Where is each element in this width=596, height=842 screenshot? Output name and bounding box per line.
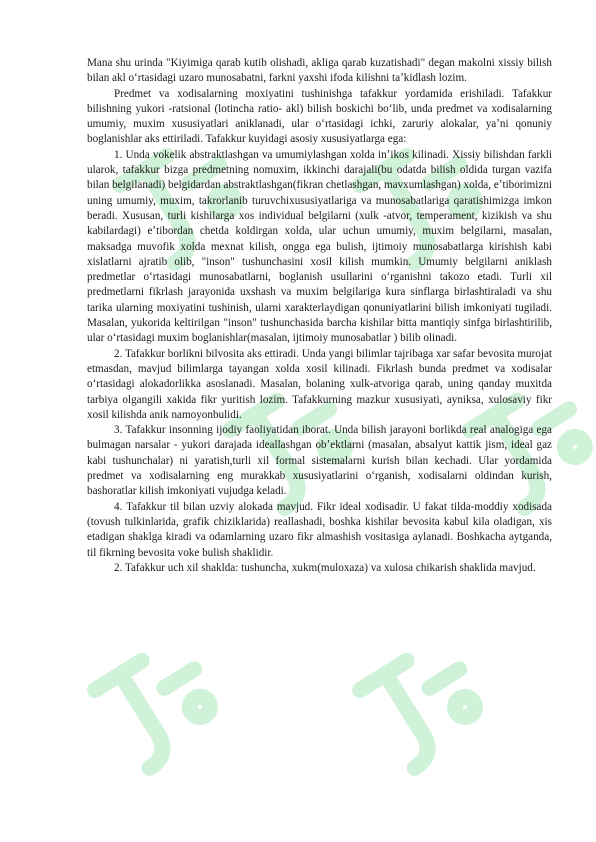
- paragraph: Mana shu urinda "Kiyimiga qarab kutib olishadi, akliga qarab kuzatishadi" degan makolni xissiy bilish bilan akl oʻrtasidagi uzaro munosabatni, farkni yaxshi ifoda kilishni taʼkidlash lozim.: [87, 57, 552, 85]
- paragraph: 2. Tafakkur borlikni bilvosita aks ettiradi. Unda yangi bilimlar tajribaga xar safar bevosita murojat etmasdan, mavjud bilimlarga tayangan xolda xosil kilinadi. Fikrlash bunda predmet va xodisalar oʻrtasidagi alokadorlikka asoslanadi. Masalan, bolaning xulk-atvoriga qarab, uning qanday muxitda tarbiya olgangili xakida fikr yuritish lozim. Tafakkurning mazkur xususiyati, ayniksa, xulosaviy fikr xosil kilishda anik namoyonbulidi.: [87, 347, 553, 421]
- paragraph: 1. Unda vokelik abstraktlashgan va umumiylashgan xolda inʼikos kilinadi. Xissiy bilishdan farkli ularok, tafakkur bizga predmetning nomuxim, ikkinchi darajali(bu odatda bilish oldida turgan vazifa bilan belgilanadi) belgidardan abstraktlashgan(fikran chetlashgan, mavxumlashgan) xolda, eʼtiborimizni uning umumiy, muxim, takrorlanib turuvchixususiyatlariga va munosabatlariga qaratishimizga imkon beradi. Xususan, turli kishilarga xos individual belgilarni (xulk -atvor, temperament, kizikish va shu kabilardagi) eʼtibordan chetda koldirgan xolda, ular uchun umumiy, muxim belgilarni, masalan, maksadga muvofik xolda mexnat kilish, ongga ega bulish, ijtimoiy munosabatlarga kirishish kabi xislatlarni ajratib olib, "inson" tushunchasini xosil kilish mumkin. Umumiy belgilarni aniklash predmetlar oʻrtasidagi munosabatlarni, boglanish usullarini oʻrganishni takozo etadi. Turli xil predmetlarni fikrlash jarayonida uxshash va muxim belgilariga kura sinflarga birlashtiraladi va shu tarika ularning moxiyatini tushinish, ularni xarakterlaydigan qonuniyatlarini bilish imkoniyati tugiladi. Masalan, yukorida keltirilgan "inson" tushunchasida barcha kishilar bitta mantiqiy sinfga birlashtirilib, ular oʻrtasidagi muxim boglanishlar(masalan, ijtimoiy munosabatlar ) bilib olinadi.: [87, 148, 552, 345]
- paragraph: 3. Tafakkur insonning ijodiy faoliyatidan iborat. Unda bilish jarayoni borlikda real analogiga ega bulmagan narsalar - yukori darajada ideallashgan obʼektlarni (masalan, absalyut kattik jism, ideal gaz kabi tushunchalar) ni yaratish,turli xil formal sistemalarni kurish bilan kechadi. Ular yordamida predmet va xodisalarning eng murakkab xususiyatlarini oʻrganish, xodisalarni oldindan kurish, bashoratlar kilish imkoniyati vujudga keladi.: [87, 424, 552, 498]
- paragraph: Predmet va xodisalarning moxiyatini tushinishga tafakkur yordamida erishiladi. Tafakkur bilishning yukori -ratsional (lotincha ratio- akl) bilish boskichi boʻlib, unda predmet va xodisalarning umumiy, muxim xususiyatlari aniklanadi, ular oʻrtasidagi ichki, zaruriy alokalar, yaʼni qonuniy boglanishlar aks ettiriladi. Tafakkur kuyidagi asosiy xususiyatlarga ega:: [87, 87, 552, 146]
- paragraph: 2. Tafakkur uch xil shaklda: tushuncha, xukm(muloxaza) va xulosa chikarish shaklida mavjud.: [114, 561, 536, 574]
- document-body: [87, 56, 552, 576]
- paragraph: 4. Tafakkur til bilan uzviy alokada mavjud. Fikr ideal xodisadir. U fakat tilda-moddiy xodisada (tovush tulkinlarida, grafik chiziklarida) reallashadi, boshka kishilar bevosita kabul kila oladigan, xis etadigan shaklga kiradi va odamlarning uzaro fikr almashish vositasiga aylanadi. Boshkacha aytganda, til fikrning bevosita voke bulish shaklidir.: [87, 500, 552, 559]
- watermark-glyph: [95, 640, 226, 771]
- watermark-glyph: [360, 640, 491, 771]
